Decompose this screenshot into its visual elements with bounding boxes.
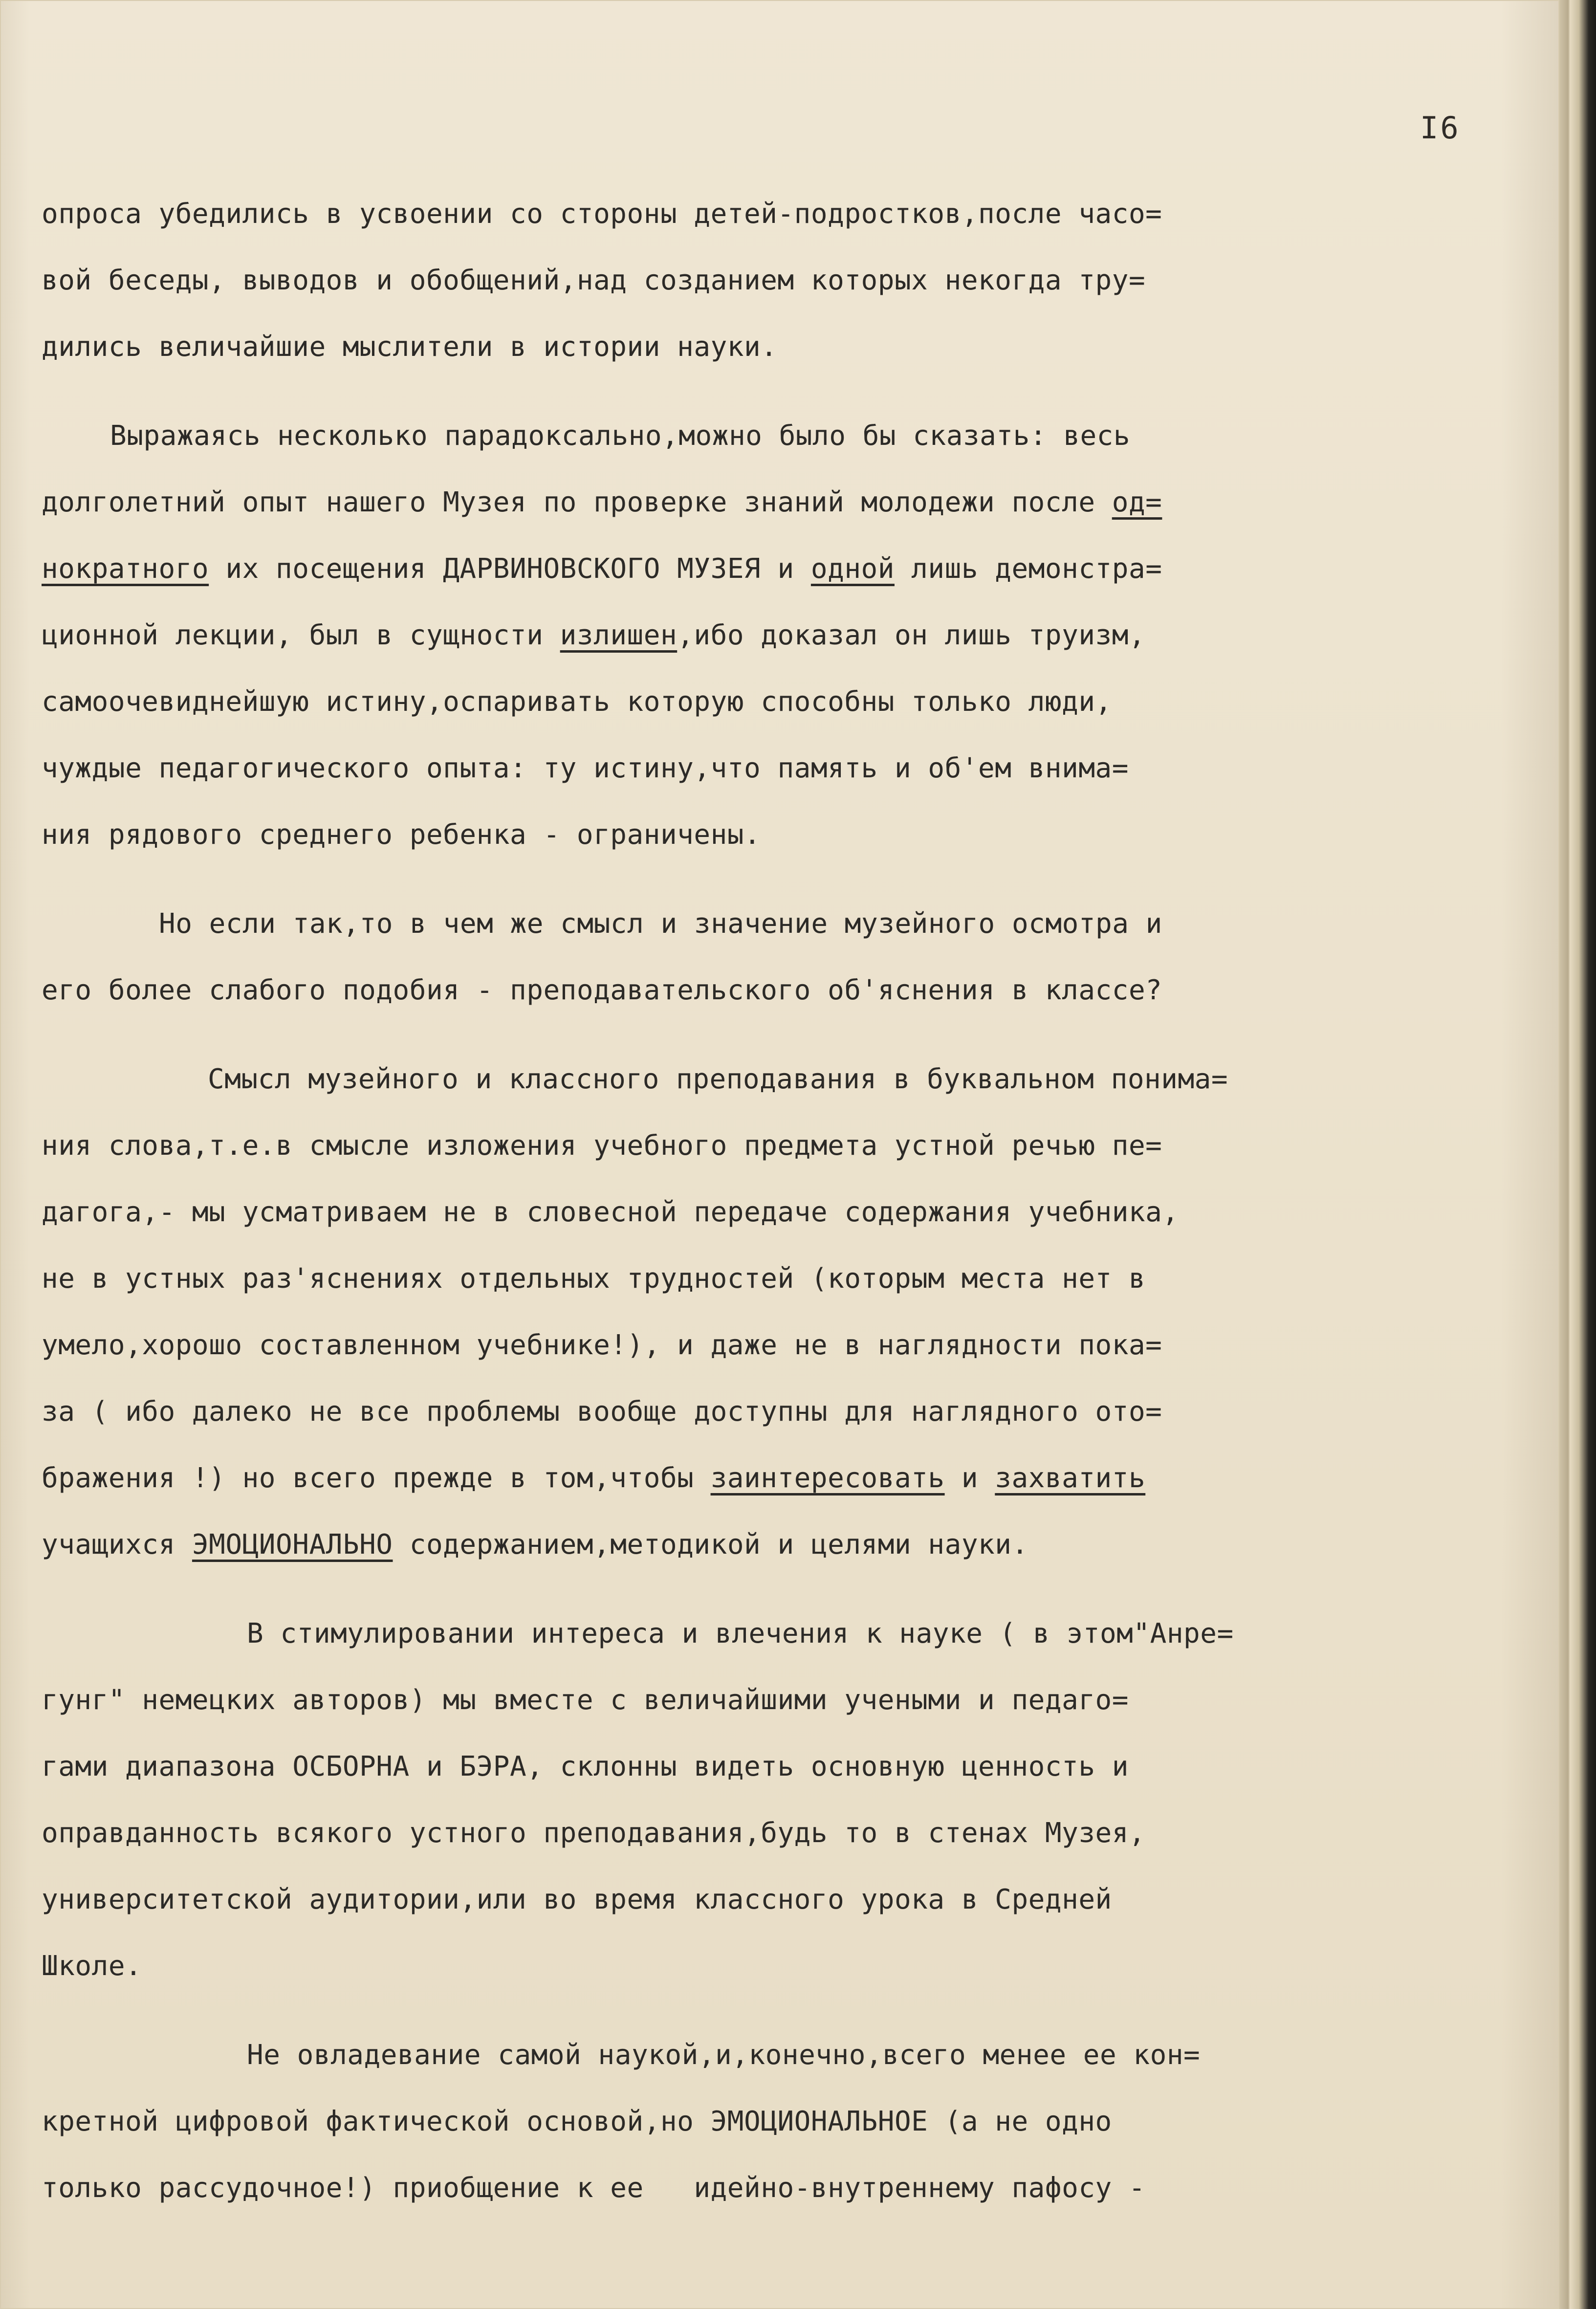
- paragraph-2: [42, 403, 1503, 868]
- underlined-word: ЭМОЦИОНАЛЬНО: [192, 1529, 393, 1561]
- text-line: оправданность всякого устного преподавания,будь то в стенах Музея,: [42, 1817, 1146, 1849]
- paragraph-5: [42, 1601, 1503, 2000]
- text-line: Выражаясь несколько парадоксально,можно было бы сказать: весь: [110, 420, 1131, 452]
- paragraph-3: [42, 891, 1503, 1024]
- underlined-word: излишен: [560, 619, 678, 651]
- underlined-word: захватить: [995, 1462, 1146, 1494]
- page-body: [42, 181, 1503, 2244]
- page-number: I6: [1420, 110, 1461, 146]
- text-line: вой беседы, выводов и обобщений,над созданием которых некогда тру=: [42, 264, 1146, 296]
- text-line: его более слабого подобия - преподавательского об'яснения в классе?: [42, 974, 1162, 1006]
- text-line: Школе.: [42, 1950, 142, 1982]
- text-line: ния рядового среднего ребенка - ограничены.: [42, 819, 761, 851]
- paragraph-1: [42, 181, 1503, 380]
- text-line: учащихся ЭМОЦИОНАЛЬНО содержанием,методикой и целями науки.: [42, 1529, 1028, 1561]
- text-line: В стимулировании интереса и влечения к науке ( в этом"Анре=: [247, 1618, 1234, 1649]
- text-line: самоочевиднейшую истину,оспаривать которую способны только люди,: [42, 686, 1112, 718]
- text-line: за ( ибо далеко не все проблемы вообще доступны для наглядного ото=: [42, 1396, 1162, 1428]
- text-line: дагога,- мы усматриваем не в словесной передаче содержания учебника,: [42, 1196, 1179, 1228]
- underlined-word: од=: [1112, 486, 1162, 518]
- paragraph-4: [42, 1046, 1503, 1578]
- text-line: чуждые педагогического опыта: ту истину,что память и об'ем внима=: [42, 752, 1129, 784]
- page-stack-edge: [1559, 0, 1596, 2309]
- text-line: университетской аудитории,или во время классного урока в Средней: [42, 1884, 1112, 1915]
- text-line: дились величайшие мыслители в истории науки.: [42, 331, 778, 363]
- underlined-word: нократного: [42, 553, 209, 585]
- text-line: кретной цифровой фактической основой,но ЭМОЦИОНАЛЬНОЕ (а не одно: [42, 2106, 1112, 2137]
- text-line: ционной лекции, был в сущности излишен,ибо доказал он лишь труизм,: [42, 619, 1146, 651]
- text-line: ния слова,т.е.в смысле изложения учебного предмета устной речью пе=: [42, 1130, 1162, 1162]
- text-line: бражения !) но всего прежде в том,чтобы заинтересовать и захватить: [42, 1462, 1146, 1494]
- text-line: Не овладевание самой наукой,и,конечно,всего менее ее кон=: [247, 2039, 1201, 2071]
- text-line: нократного их посещения ДАРВИНОВСКОГО МУЗЕЯ и одной лишь демонстра=: [42, 553, 1162, 585]
- text-line: не в устных раз'яснениях отдельных трудностей (которым места нет в: [42, 1263, 1146, 1295]
- text-line: гами диапазона ОСБОРНА и БЭРА, склонны видеть основную ценность и: [42, 1751, 1129, 1782]
- text-line: умело,хорошо составленном учебнике!), и даже не в наглядности пока=: [42, 1329, 1162, 1361]
- text-line: Смысл музейного и классного преподавания в буквальном понима=: [208, 1063, 1228, 1095]
- text-line: только рассудочное!) приобщение к ее идейно-внутреннему пафосу -: [42, 2172, 1146, 2204]
- text-line: гунг" немецких авторов) мы вместе с величайшими учеными и педаго=: [42, 1684, 1129, 1716]
- paragraph-6: [42, 2022, 1503, 2221]
- text-line: Но если так,то в чем же смысл и значение музейного осмотра и: [159, 908, 1162, 940]
- text-line: опроса убедились в усвоении со стороны детей-подростков,после часо=: [42, 198, 1162, 230]
- text-line: долголетний опыт нашего Музея по проверке знаний молодежи после од=: [42, 486, 1162, 518]
- underlined-word: одной: [810, 553, 895, 585]
- underlined-word: заинтересовать: [710, 1462, 945, 1494]
